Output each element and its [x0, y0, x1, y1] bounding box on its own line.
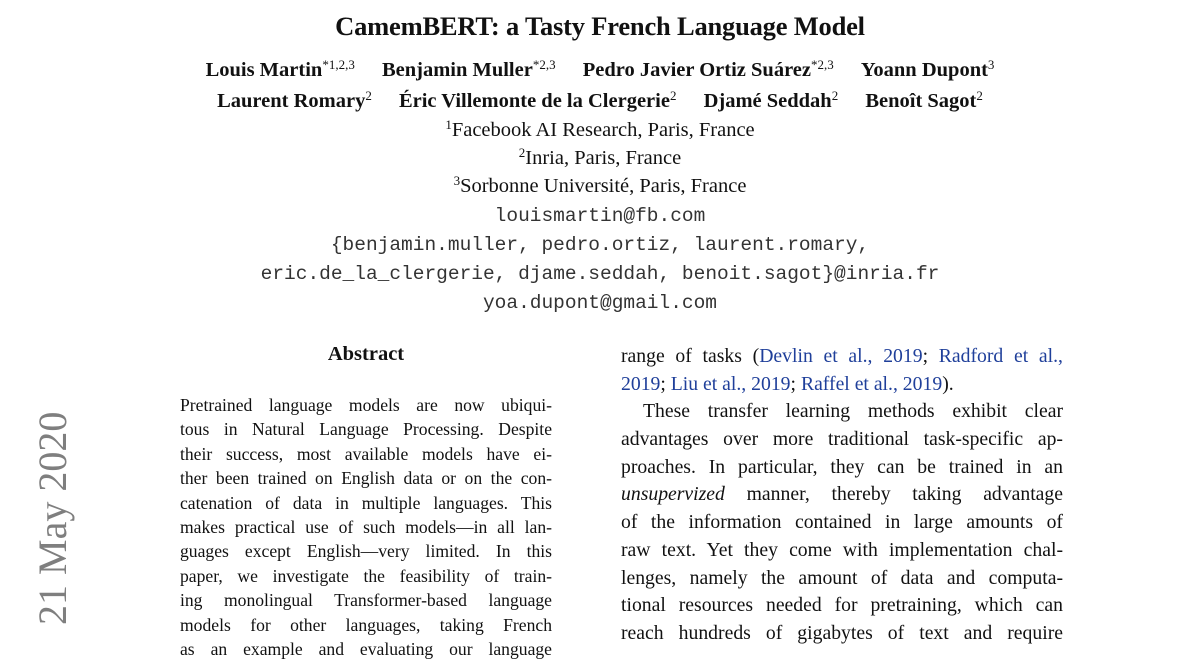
citation-link[interactable]: Devlin et al., 2019 — [759, 345, 923, 367]
abstract-heading: Abstract — [327, 343, 405, 365]
citation-link[interactable]: Liu et al., 2019 — [670, 372, 791, 395]
body-line: These transfer learning methods exhibit clear — [643, 400, 1063, 423]
abstract-line: guages except English—very limited. In this — [180, 541, 552, 562]
citation-link[interactable]: Raffel et al., 2019 — [800, 372, 943, 395]
author: Éric Villemonte de la Clergerie$^2$ — [398, 88, 677, 112]
body-line: proaches. In particular, they can be trained in an — [621, 455, 1063, 478]
arxiv-date-stamp: 21 May 2020 — [30, 411, 75, 625]
abstract-line: as an example and evaluating our language — [180, 638, 552, 659]
author: Pedro Javier Ortiz Suárez$^{*2,3}$ — [582, 57, 834, 81]
authors-line-1 — [0, 59, 1200, 82]
author: Louis Martin$^{*1,2,3}$ — [205, 57, 355, 81]
affiliation: $^1$Facebook AI Research, Paris, France — [445, 117, 755, 141]
abstract-line: ther been trained on English data or on the con- — [180, 468, 552, 489]
email-line: {benjamin.muller, pedro.ortiz, laurent.romary, — [330, 234, 870, 256]
body-line: tional resources needed for pretraining, which can — [621, 594, 1063, 617]
abstract-line: their success, most available models have ei- — [180, 443, 552, 464]
abstract-line: tous in Natural Language Processing. Despite — [180, 419, 552, 440]
body-line: of the information contained in large amounts of — [621, 511, 1063, 534]
body-line: range of tasks (Devlin et al., 2019; Radford et al., — [621, 345, 1063, 367]
abstract-line: makes practical use of such models—in all lan- — [180, 516, 552, 537]
email-line: louismartin@fb.com — [494, 205, 706, 227]
authors-line-2 — [0, 90, 1200, 113]
abstract-body — [180, 393, 552, 661]
abstract-line: paper, we investigate the feasibility of train- — [180, 565, 552, 586]
body-line: unsupervized manner, thereby taking advantage — [621, 483, 1063, 506]
abstract-line: models for other languages, taking French — [180, 614, 552, 635]
body-line: raw text. Yet they come with implementation chal- — [621, 538, 1063, 561]
author: Benjamin Muller$^{*2,3}$ — [381, 57, 556, 81]
body-line: 2019; Liu et al., 2019; Raffel et al., 2019). — [621, 372, 954, 395]
author: Yoann Dupont$^3$ — [860, 57, 995, 81]
email-line: eric.de_la_clergerie, djame.seddah, benoit.sagot}@inria.fr — [260, 263, 940, 285]
author: Djamé Seddah$^2$ — [703, 88, 839, 112]
citation-link[interactable]: Radford et al., — [938, 345, 1063, 367]
body-line: reach hundreds of gigabytes of text and require — [621, 621, 1063, 644]
affiliation: $^3$Sorbonne Université, Paris, France — [453, 173, 747, 197]
abstract-line: Pretrained language models are now ubiqui- — [180, 395, 552, 415]
author: Benoît Sagot$^2$ — [865, 88, 983, 112]
citation-link[interactable]: 2019 — [621, 372, 661, 395]
abstract-line: catenation of data in multiple languages. This — [180, 492, 552, 513]
body-line: lenges, namely the amount of data and computa- — [621, 566, 1063, 589]
abstract-line: ing monolingual Transformer-based language — [180, 590, 552, 611]
body-line: advantages over more traditional task-specific ap- — [621, 428, 1063, 451]
author: Laurent Romary$^2$ — [217, 88, 372, 112]
affiliation: $^2$Inria, Paris, France — [518, 145, 682, 169]
email-line: yoa.dupont@gmail.com — [482, 292, 718, 314]
intro-column — [621, 343, 1063, 648]
paper-title: CamemBERT: a Tasty French Language Model — [335, 11, 865, 41]
